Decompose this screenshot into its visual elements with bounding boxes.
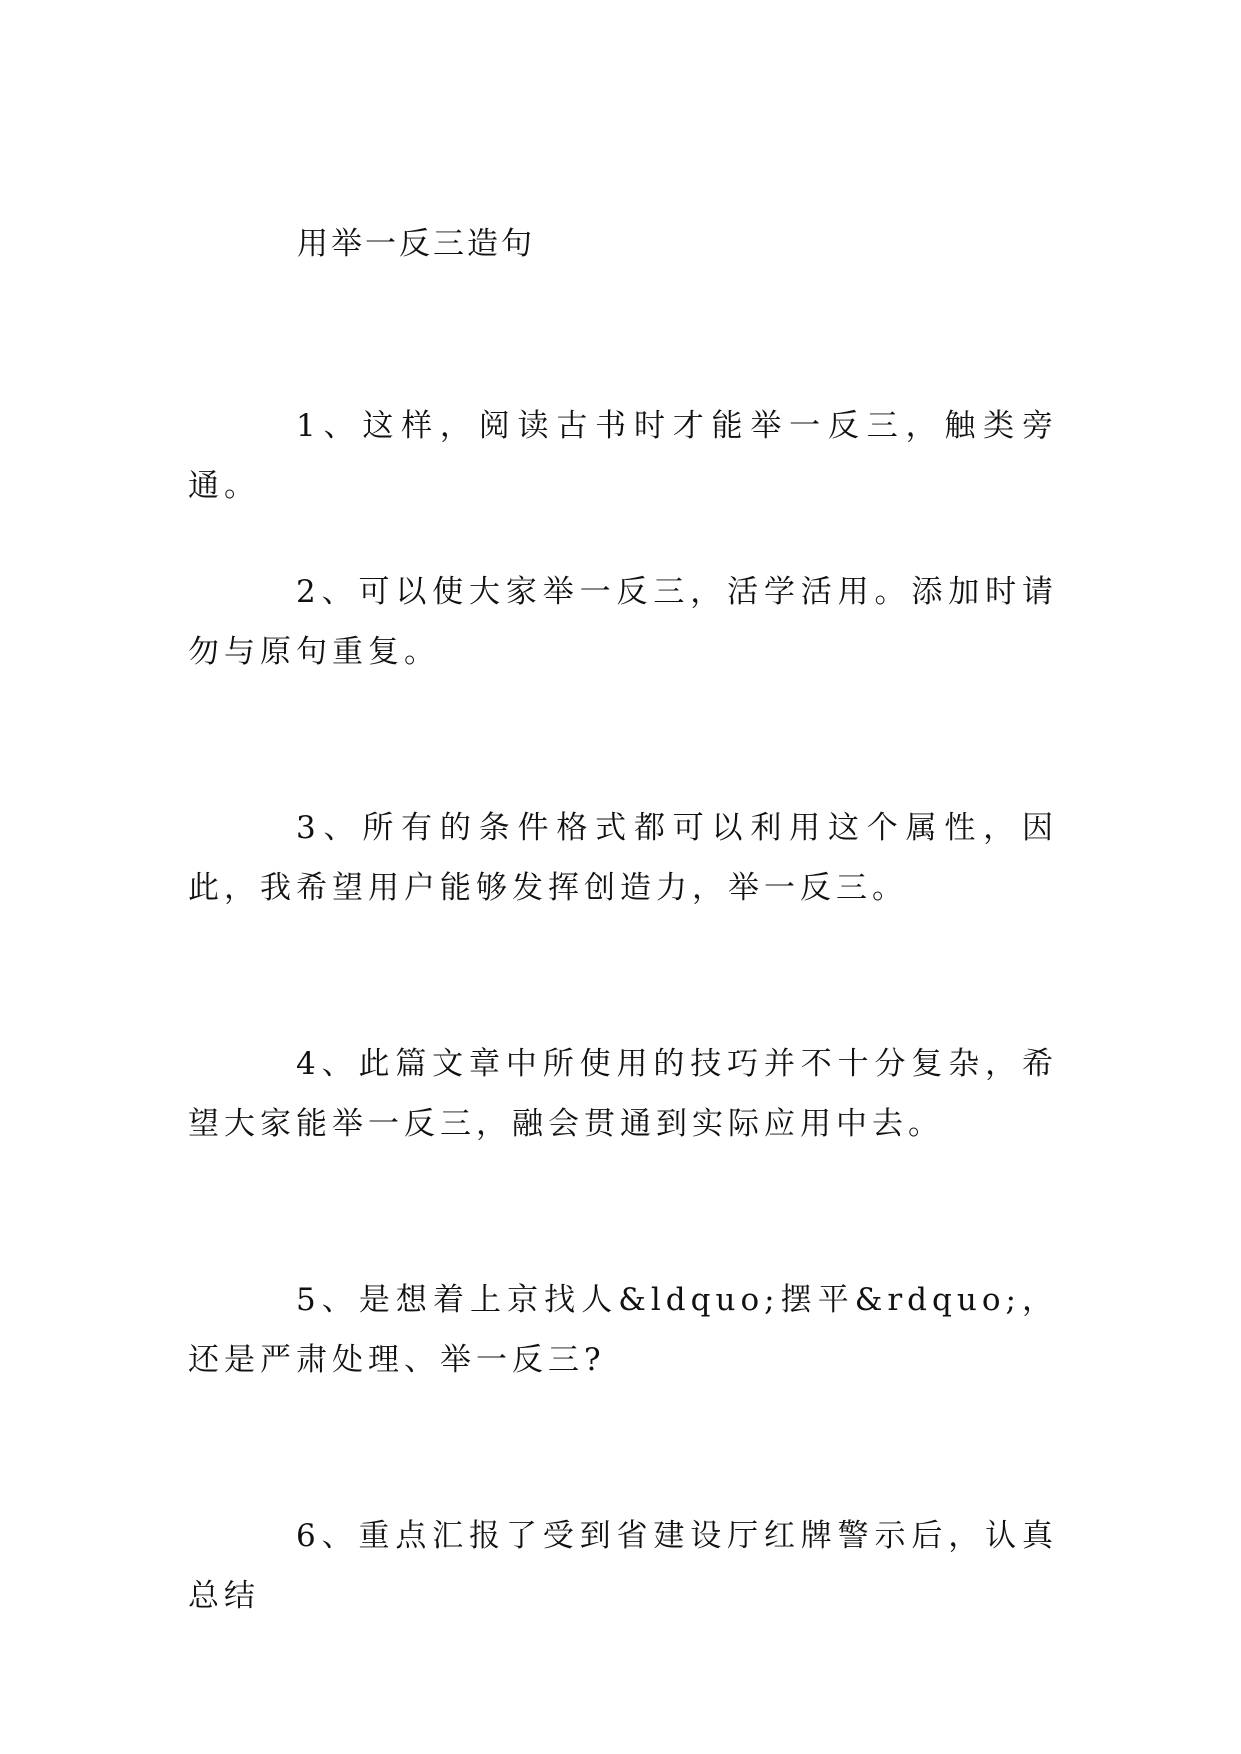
sentence-paragraph-6: 6、重点汇报了受到省建设厅红牌警示后，认真总结 bbox=[188, 1518, 1058, 1614]
sentence-paragraph-4: 4、此篇文章中所使用的技巧并不十分复杂，希望大家能举一反三，融会贯通到实际应用中去。 bbox=[188, 1046, 1058, 1142]
sentence-paragraph-5: 5、是想着上京找人&ldquo;摆平&rdquo;，还是严肃处理、举一反三? bbox=[188, 1282, 1058, 1378]
sentence-paragraph-3: 3、所有的条件格式都可以利用这个属性，因此，我希望用户能够发挥创造力，举一反三。 bbox=[188, 810, 1058, 906]
document-title: 用举一反三造句 bbox=[297, 226, 535, 262]
sentence-paragraph-2: 2、可以使大家举一反三，活学活用。添加时请勿与原句重复。 bbox=[188, 574, 1058, 670]
sentence-paragraph-1: 1、这样，阅读古书时才能举一反三，触类旁通。 bbox=[188, 408, 1058, 504]
